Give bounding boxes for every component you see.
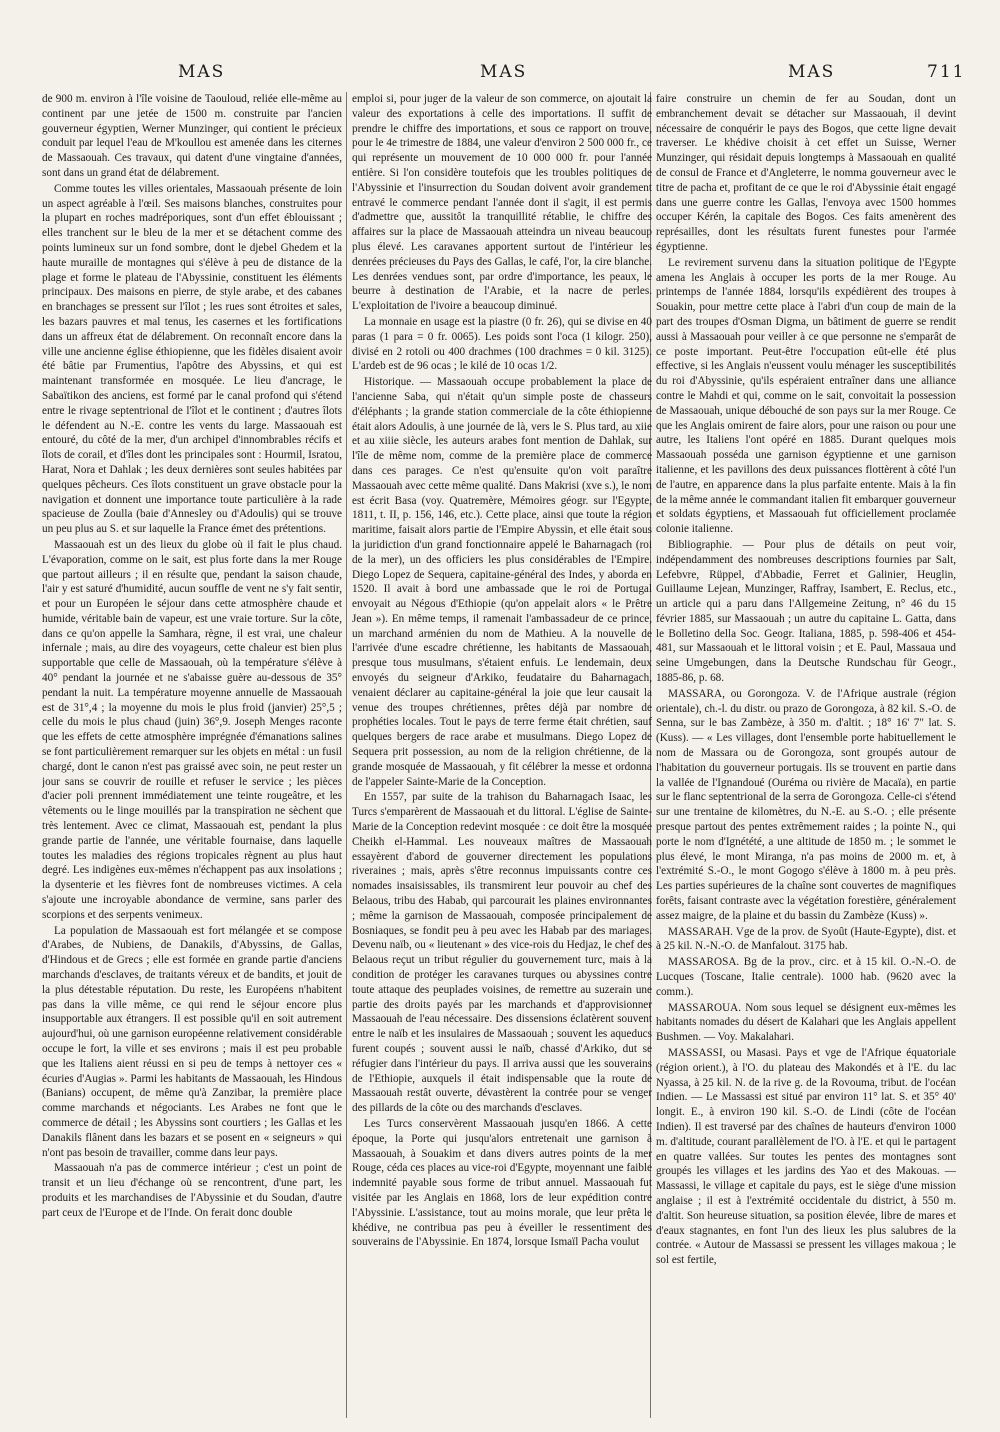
paragraph: Massaouah est un des lieux du globe où il fait le plus chaud. L'évaporation, comme on le sait, est plus forte dans la mer Rouge que partout ailleurs ; il en résulte que, pendant la saison chaude, l'air y est saturé d'humidité, aucun souffle de vent ne s'y fait sentir, et pour un Européen le séjour dans cette atmosphère chaude et humide, véritable bain de vapeur, est une vraie torture. Sur la côte, dans ce qu'on appelle la Samhara, règne, il est vrai, une chaleur infernale ; mais, au dire des voyageurs, cette chaleur est bien plus supportable que celle de Massaouah, où la température s'élève à 40° pendant la journée et ne s'abaisse guère au-dessous de 35° pendant la nuit. La température moyenne annuelle de Massaouah est de 31°,4 ; la moyenne du mois le plus froid (janvier) 25°,5 ; celle du mois le plus chaud (juin) 36°,9. Joseph Menges raconte que les effets de cette atmosphère imprégnée d'émanations salines se font particulièrement remarquer sur les objets en métal : un fusil chargé, dont le canon n'est pas graissé avec soin, ne peut rester un jour sans se couvrir de rouille et refuser le service ; les pièces d'acier poli prennent immédiatement une teinte rougeâtre, et les vêtements ou le linge mouillés par la transpiration ne sèchent que très lentement. Avec ce climat, Massaouah est, pendant la plus grande partie de l'année, une véritable fournaise, dans laquelle toutes les maladies des régions tropicales règnent au plus haut degré. Les indigènes eux-mêmes n'échappent pas aux insolations ; la dysenterie et les fièvres font de nombreuses victimes. A cela s'ajoute une incroyable abondance de vermine, sans parler des scorpions et des serpents venimeux. [42, 538, 342, 921]
paragraph: de 900 m. environ à l'île voisine de Taouloud, reliée elle-même au continent par une jetée de 1500 m. construite par l'ancien gouverneur égyptien, Werner Munzinger, qui contient le précieux conduit par lequel l'eau de M'koullou est amenée dans les citernes de Massaouah. Ces travaux, qui datent d'une vingtaine d'années, sont dans un grand état de délabrement. [42, 93, 342, 179]
paragraph: Bibliographie. — Pour plus de détails on peut voir, indépendamment des nombreuses descriptions fournies par Salt, Lefebvre, Rüppel, d'Abbadie, Ferret et Galinier, Heuglin, Guillaume Lejean, Munzinger, Raffray, Isambert, E. Reclus, etc., un article qui a paru dans l'Allgemeine Zeitung, n° 46 du 15 février 1885, sur Massaouah ; un autre du capitaine L. Gatta, dans le Bolletino della Soc. Geogr. Italiana, 1885, p. 598-406 et 454-481, sur Massaouah et le littoral voisin ; et E. Paul, Massaua und seine Umgebungen, dans la Deutsche Rundschau für Geogr., 1885-86, p. 68. [656, 538, 956, 685]
running-head-right: MAS [788, 62, 836, 82]
paragraph: La population de Massaouah est fort mélangée et se compose d'Arabes, de Nubiens, de Danakils, d'Abyssins, de Gallas, d'Hindous et de Grecs ; elle est formée en grande partie d'anciens marchands d'esclaves, de traitants véreux et de bandits, et jouit de la plus détestable réputation. Du reste, les Européens n'habitent pas dans la ville même, ce qui rend le séjour encore plus insupportable aux étrangers. Il est possible qu'il en soit autrement aujourd'hui, où une garnison européenne relativement considérable occupe le fort, la ville et ses environs ; mais il est peu probable que les Italiens aient réussi en si peu de temps à nettoyer ces « écuries d'Augias ». Parmi les habitants de Massaouah, les Hindous (Banians) occupent, de même qu'à Zanzibar, la première place comme marchands et négociants. Les Arabes ne font que le commerce de détail ; les Abyssins sont courtiers ; les Gallas et les Danakils flânent dans les bazars et se posent en « seigneurs » qui n'ont pas besoin de travailler, comme dans leur pays. [42, 924, 342, 1159]
paragraph: Massaouah n'a pas de commerce intérieur ; c'est un point de transit et un lieu d'échange où se rencontrent, d'une part, les produits et les marchandises de l'Abyssinie et du Soudan, d'autre part ceux de l'Europe et de l'Inde. On ferait donc double [42, 1162, 342, 1219]
entry-massarosa: MASSAROSA. Bg de la prov., circ. et à 15 kil. O.-N.-O. de Lucques (Toscane, Italie centrale). 1000 hab. (9620 avec la comm.). [656, 956, 956, 998]
entry-massara: MASSARA, ou Gorongoza. V. de l'Afrique australe (région orientale), ch.-l. du distr. ou prazo de Gorongoza, à 82 kil. S.-O. de Senna, sur le bas Zambèze, à 350 m. d'altit. ; 18° 16' 7" lat. S. (Kuss). — « Les villages, dont l'ensemble porte habituellement le nom de Massara ou de Gorongoza, sont groupés autour de l'habitation du gouverneur portugais. Ils se trouvent en partie dans la vallée de l'Ignandoué (Ouréma ou rivière de Macaïa), en partie sur le flanc septentrional de la serra de Gorongoza. Celle-ci s'étend sur une trentaine de kilomètres, du N.-E. au S.-O. ; elle présente presque partout des pentes extrêmement raides ; la pointe N., qui porte le nom d'Ignétété, a une altitude de 1850 m. ; le sommet le plus élevé, le mont Miranga, n'a pas moins de 2000 m. et, à l'extrémité S.-O., le mont Gogogo s'élève à 1800 m. à peu près. Les parties supérieures de la chaîne sont couvertes de magnifiques forêts, faisant contraste avec la végétation forestière, généralement assez maigre, de la plaine et du bassin du Zambèze (Kuss) ». [656, 687, 956, 922]
paragraph: Comme toutes les villes orientales, Massaouah présente de loin un aspect agréable à l'œil. Ses maisons blanches, construites pour la plupart en roches madréporiques, sont d'un effet éblouissant ; elles tranchent sur le bleu de la mer et se détachent comme des points lumineux sur un fond sombre, dont le djebel Ghedem et la haute muraille de montagnes qui s'élève à peu de distance de la plage et forme le plateau de l'Abyssinie, constituent les éléments principaux. Des maisons en pierre, de style arabe, et des cabanes en branchages se pressent sur l'îlot ; les rues sont étroites et sales, les bazars pauvres et mal tenus, les casernes et les fortifications dans un affreux état de délabrement. On reconnaît encore dans la ville une ancienne église éthiopienne, que les fidèles disaient avoir été bâtie par Frumentius, l'apôtre des Abyssins, et qui est maintenant transformée en mosquée. Le lieu d'ancrage, le Sabaïtikon des anciens, est formé par le canal profond qui s'étend entre le rivage septentrional de l'îlot et le continent ; d'autres îlots le défendent au N.-E. contre les vents du large. Massaouah est entouré, du côté de la mer, d'un archipel d'innombrables récifs et îlots de corail, et d'îles dont les principales sont : Hourmil, Isratou, Harat, Nora et Dahlak ; les deux dernières sont seules habitées par quelques pêcheurs. Ces îlots constituent un grave obstacle pour la navigation et donnent une importance toute particulière à la rade spacieuse de Zoulla (baie d'Annesley ou d'Adoulis) qui se trouve un peu plus au S. et sur laquelle la France émet des prétentions. [42, 182, 342, 536]
running-head-center: MAS [480, 62, 528, 82]
entry-massaroua: MASSAROUA. Nom sous lequel se désignent eux-mêmes les habitants nomades du désert de Kalahari que les Anglais appellent Bushmen. — Voy. Makalahari. [656, 1001, 956, 1044]
paragraph: En 1557, par suite de la trahison du Baharnagach Isaac, les Turcs s'emparèrent de Massaouah et du littoral. L'église de Sainte-Marie de la Conception redevint mosquée : ce doit être la mosquée Cheikh el-Hammal. Les nouveaux maîtres de Massaouah essayèrent d'abord de gouverner directement les populations riveraines ; mais, après s'être reconnus impuissants contre ces nomades insaisissables, ils transmirent leur pouvoir au chef des Belaous, tribu des Habab, qui parcourait les plaines environnantes ; même la garnison de Massaouah, composée principalement de Bosniaques, se fondit peu à peu avec les Habab par des mariages. Devenu naïb, ou « lieutenant » des vice-rois du Hedjaz, le chef des Belaous reçut un tribut régulier du gouvernement turc, mais à la condition de protéger les caravanes turques ou abyssines contre toute attaque des peuplades voisines, de remettre au suzerain une partie des droits payés par les marchands et d'approvisionner Massaouah de l'eau nécessaire. Des dissensions éclatèrent souvent entre le naïb et les insulaires de Massaouah ; souvent les aqueducs furent coupés ; souvent aussi le naïb, chassé d'Arkiko, dut se réfugier dans l'intérieur du pays. Il arriva aussi que les souverains de l'Ethiopie, auxquels il était indispensable que la route de Massaouah restât ouverte, dévastèrent la contrée pour se venger des pillards de la côte ou des marchands d'esclaves. [352, 791, 652, 1115]
paragraph: emploi si, pour juger de la valeur de son commerce, on ajoutait la valeur des exportations à celle des importations. Il suffit de prendre le chiffre des importations, et sous ce rapport on trouve, pour le 4e trimestre de 1884, une valeur d'environ 2 500 000 fr., ce qui représente un mouvement de 10 000 000 fr. pour l'année entière. Si l'on considère toutefois que les troubles politiques de l'Abyssinie et l'insurrection du Soudan doivent avoir grandement entravé le commerce pendant l'année dont il s'agit, il est permis d'admettre que, aussitôt la tranquillité rétablie, le chiffre des affaires sur la place de Massaouah atteindra un niveau beaucoup plus élevé. Les caravanes apportent surtout de l'intérieur les denrées précieuses du Pays des Gallas, le café, l'or, la cire blanche. Les denrées vendues sont, par ordre d'importance, les peaux, le beurre à destination de l'Arabie, et la nacre de perles. L'exploitation de l'ivoire a beaucoup diminué. [352, 93, 652, 313]
page-number: 711 [927, 62, 966, 82]
paragraph: Les Turcs conservèrent Massaouah jusqu'en 1866. A cette époque, la Porte qui jusqu'alors entretenait une garnison à Massaouah, à Souakim et dans divers autres points de la mer Rouge, céda ces places au vice-roi d'Egypte, moyennant une faible indemnité payable sous forme de tribut annuel. Massaouah fut visitée par les Anglais en 1868, lors de leur expédition contre l'Abyssinie. L'assistance, tout au moins morale, que leur prêta le khédive, ne contribua pas peu à éveiller le ressentiment des souverains de l'Abyssinie. En 1874, lorsque Ismaïl Pacha voulut [352, 1117, 652, 1249]
paragraph: Historique. — Massaouah occupe probablement la place de l'ancienne Saba, qui n'était qu'un simple poste de chasseurs d'éléphants ; la grande station commerciale de la côte éthiopienne était alors Adoulis, à une journée de là, vers le S. Plus tard, au xiie et au xiiie siècle, les auteurs arabes font mention de Dahlak, sur l'île de même nom, comme de la première place de commerce dans ces parages. Ce n'est qu'ensuite qu'on voit paraître Massaouah avec cette même qualité. Dans Makrisi (xve s.), le nom est écrit Basa (voy. Quatremère, Mémoires géogr. sur l'Egypte, 1811, t. II, p. 156, 146, etc.). Cette place, ainsi que toute la région maritime, faisait alors partie de l'Empire Abyssin, et elle était sous la juridiction d'un grand fonctionnaire appelé le Baharnagach (roi de la mer), un des officiers les plus considérables de l'Empire. Diego Lopez de Sequera, capitaine-général des Indes, y aborda en 1520. Il avait à bord une ambassade que le roi de Portugal envoyait au Négous d'Ethiopie (qu'on appelait alors « le Prêtre Jean »). En même temps, il ramenait l'ambassadeur de ce prince, un marchand arménien du nom de Mathieu. A la nouvelle de l'arrivée d'une escadre chrétienne, les habitants de Massaouah, presque tous musulmans, s'étaient enfuis. Le lendemain, deux envoyés du seigneur d'Arkiko, feudataire du Baharnagach, venaient déclarer au capitaine-général la joie que leur causait la venue des troupes chrétiennes, prêtes déjà par nombre de prophéties locales. Tout le pays de terre ferme était chrétien, sauf quelques bergers de race arabe et musulmans. Diego Lopez de Sequera prit possession, au nom de la religion chrétienne, de la grande mosquée de Massaouah, y fit célébrer la messe et ordonna de l'appeler Sainte-Marie de la Conception. [352, 376, 652, 788]
paragraph: Le revirement survenu dans la situation politique de l'Egypte amena les Anglais à occuper les ports de la mer Rouge. Au printemps de l'année 1884, lorsqu'ils expédièrent des troupes à Souakin, pour mettre cette place à l'abri d'un coup de main de la part des troupes d'Osman Digma, un bâtiment de guerre se rendit aussi à Massaouah pour veiller à ce que personne ne s'emparât de ce poste important. Peut-être l'occupation eût-elle été plus effective, si les Anglais n'eussent voulu ménager les susceptibilités du roi d'Abyssinie, qu'ils espéraient entraîner dans une alliance contre le Mahdi et qui, comme on le sait, convoitait la possession de Massaouah, unique débouché de son pays sur la mer Rouge. Ce que les Anglais omirent de faire alors, pour une raison ou pour une autre, les Italiens l'ont opéré en 1885. Durant quelques mois Massaouah posséda une garnison égyptienne et une garnison italienne, et les pavillons des deux puissances flottèrent à côté l'un de l'autre, en apparence dans la plus parfaite entente. Mais à la fin de la même année le commandant italien fit embarquer gouverneur et soldats égyptiens, et Massaouah fut officiellement proclamée colonie italienne. [656, 256, 956, 536]
text-column-2 [352, 92, 652, 1418]
column-rule [346, 92, 347, 1418]
text-column-1 [42, 92, 342, 1418]
paragraph: La monnaie en usage est la piastre (0 fr. 26), qui se divise en 40 paras (1 para = 0 fr. 0065). Les poids sont l'oca (1 kilogr. 250), divisé en 2 rotoli ou 400 drachmes (100 drachmes = 0 kil. 3125). L'ardeb est de 96 ocas ; le kilé de 10 ocas 1/2. [352, 315, 652, 373]
paragraph: faire construire un chemin de fer au Soudan, dont un embranchement devait se détacher sur Massaouah, il devint nécessaire de conquérir le pays des Bogos, que cette ligne devait traverser. Le khédive choisit à cet effet un Suisse, Werner Munzinger, qui résidait depuis longtemps à Massaouah en qualité de consul de France et d'Angleterre, le nomma gouverneur avec le titre de pacha et, profitant de ce que le roi d'Abyssinie était engagé dans une guerre contre les Gallas, l'envoya avec 1500 hommes occuper Kérén, la capitale des Bogos. Ces faits amenèrent des représailles, dont les résultats furent funestes pour l'armée égyptienne. [656, 93, 956, 253]
entry-massassi: MASSASSI, ou Masasi. Pays et vge de l'Afrique équatoriale (région orient.), à l'O. du plateau des Makondés et à l'E. du lac Nyassa, à 25 kil. N. de la rive g. de la Rovouma, tribut. de l'océan Indien. — Le Massassi est situé par environ 11° lat. S. et 35° 40' longit. E., à environ 190 kil. S.-O. de Lindi (côte de l'océan Indien). Il est traversé par des chaînes de hauteurs d'environ 1000 m. d'altitude, courant parallèlement de l'O. à l'E. et qui le partagent en quatre vallées. Sur toutes les pentes des montagnes sont groupés les villages et les jardins des Yao et des Makouas. — Massassi, le village et capitale du pays, est le siège d'une mission anglaise ; il est à l'extrémité occidentale du district, à 550 m. d'altit. Son heureuse situation, sa position élevée, libre de mares et d'eaux stagnantes, en font l'un des lieux les plus salubres de la contrée. « Autour de Massassi se pressent les villages makoua ; le sol est fertile, [656, 1047, 956, 1267]
entry-massarah: MASSARAH. Vge de la prov. de Syoût (Haute-Egypte), dist. et à 25 kil. N.-N.-O. de Manfalout. 3175 hab. [656, 925, 956, 953]
running-head-left: MAS [178, 62, 226, 82]
text-column-3 [656, 92, 956, 1418]
